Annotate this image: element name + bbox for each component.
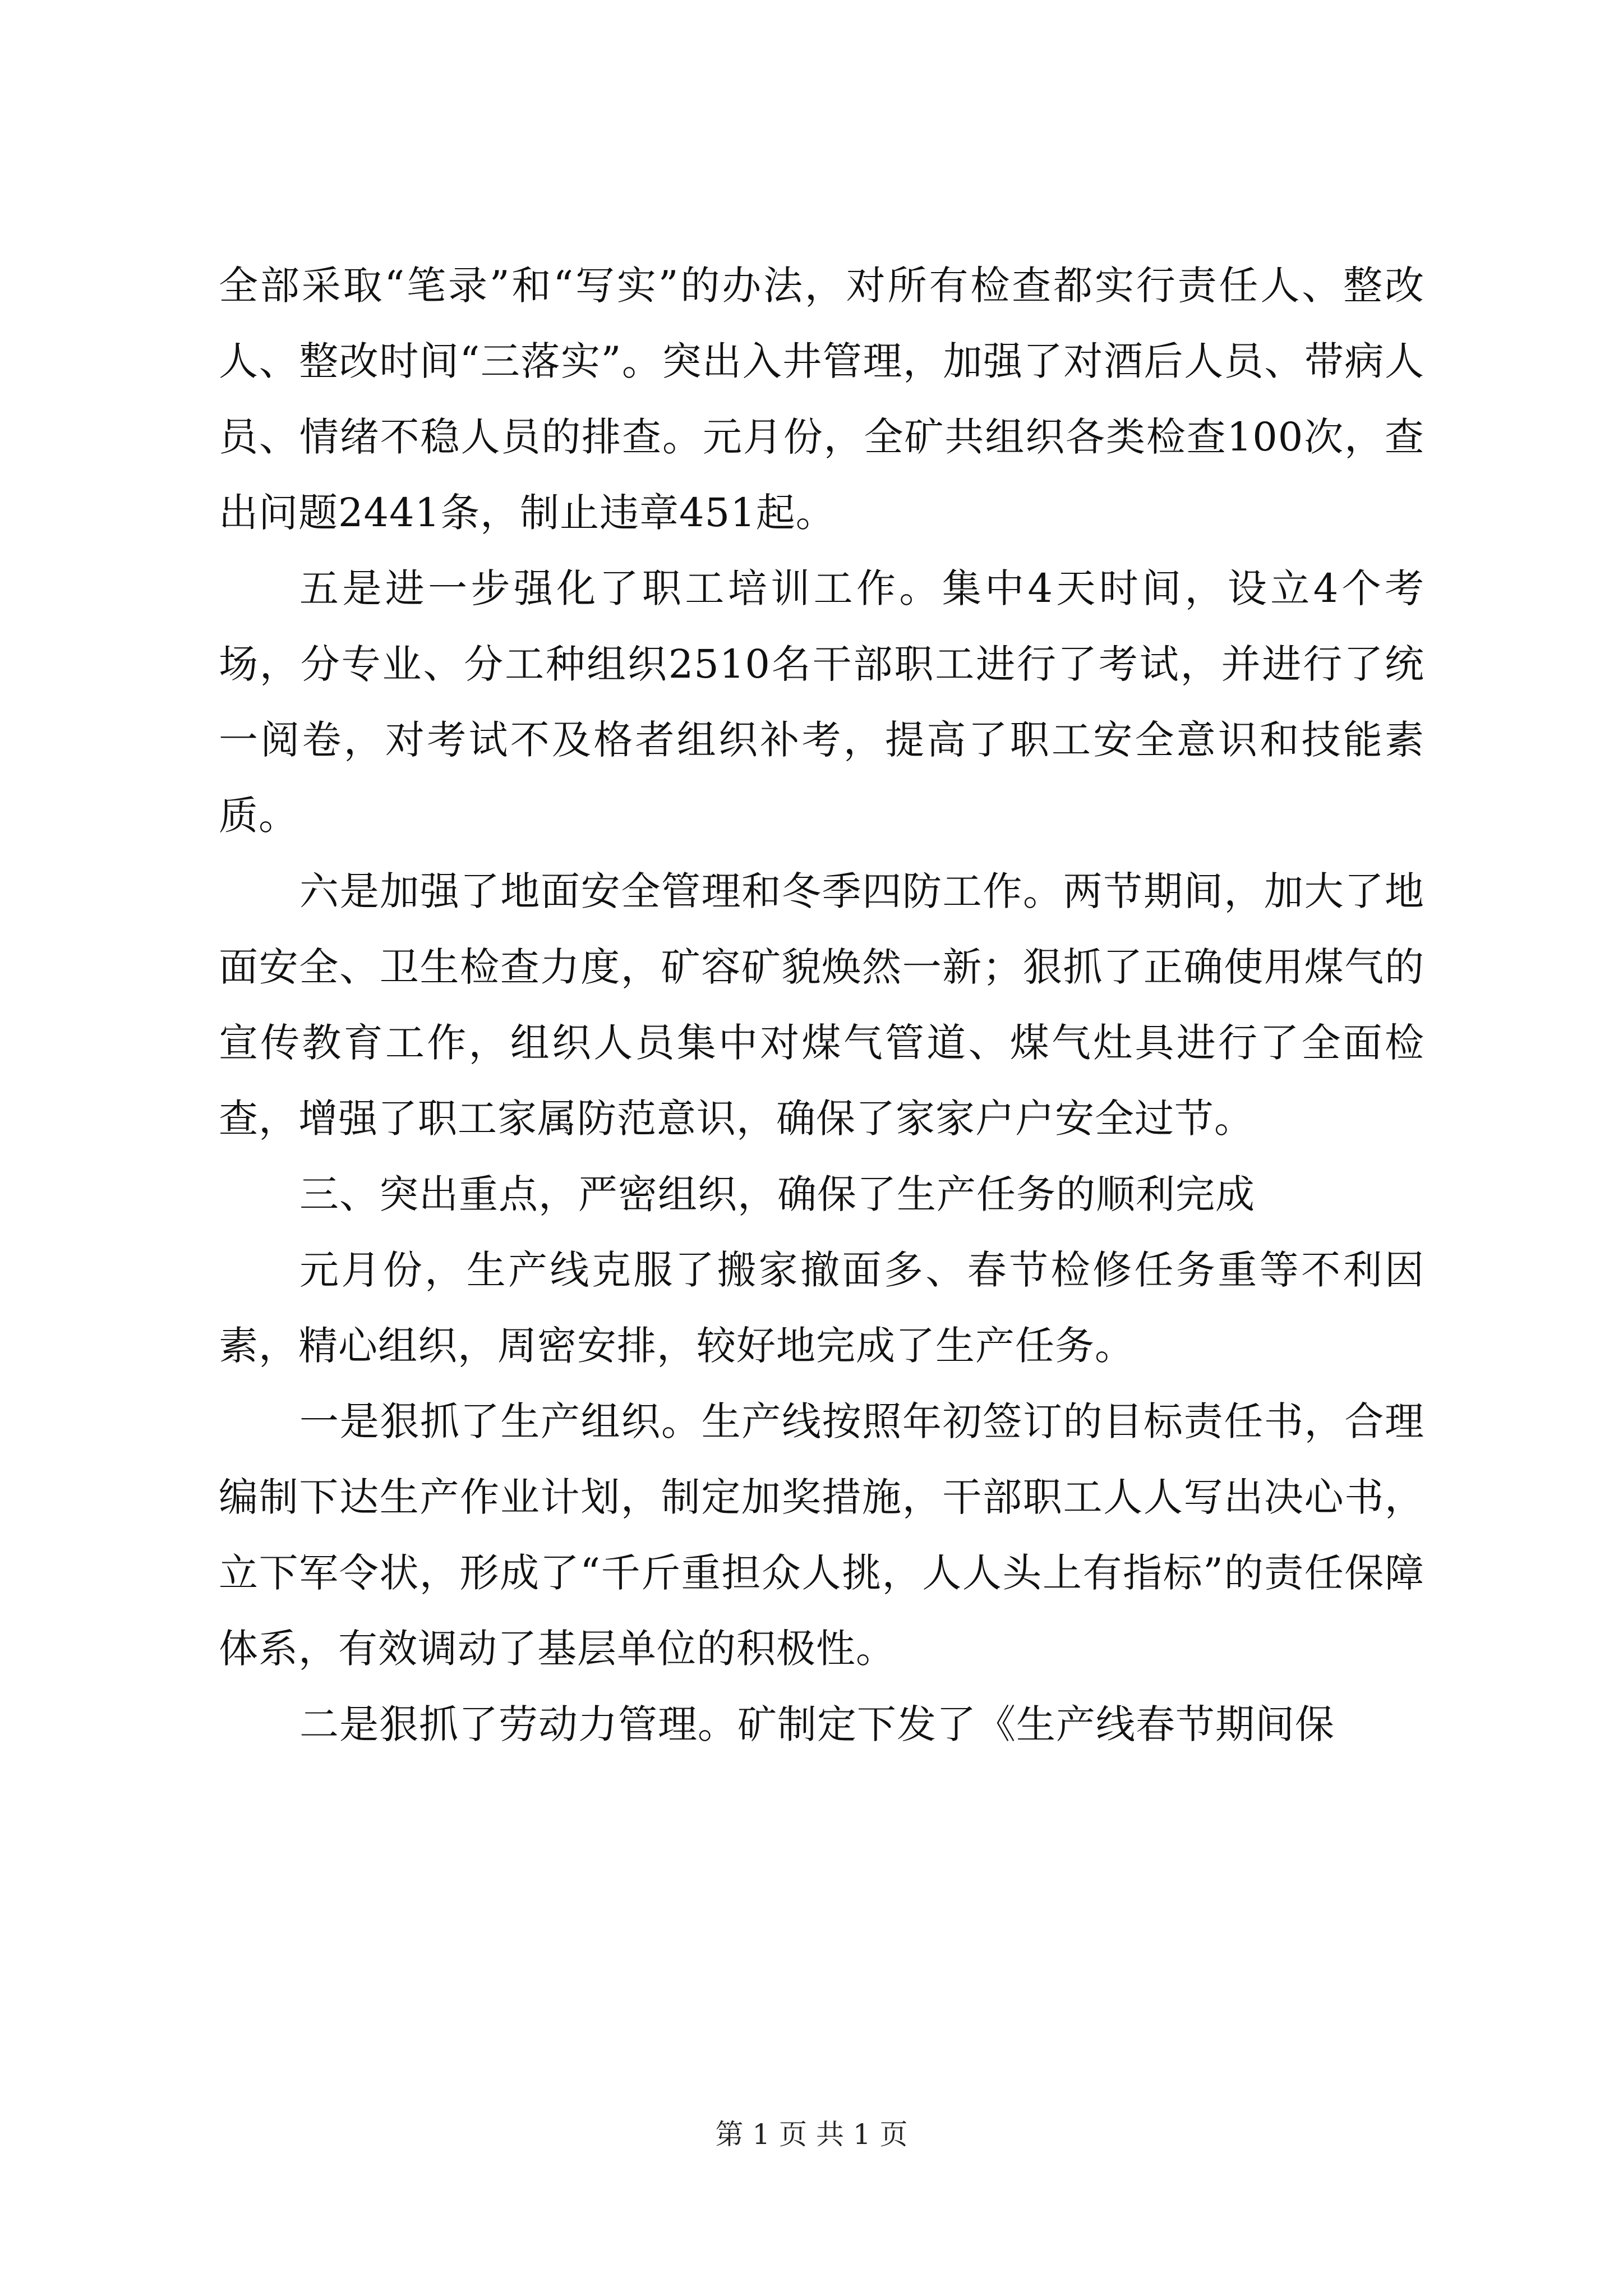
- paragraph-6: 二是狠抓了劳动力管理。矿制定下发了《生产线春节期间保: [299, 1701, 1335, 1747]
- paragraph-1: 全部采取“笔录”和“写实”的办法，对所有检查都实行责任人、整改人、整改时间“三落实”。突出入井管理，加强了对酒后人员、带病人员、情绪不稳人员的排查。元月份，全矿共组织各类检查100次，查出问题2441条，制止违章451起。: [219, 263, 1424, 536]
- paragraph-2: 五是进一步强化了职工培训工作。集中4天时间，设立4个考场，分专业、分工种组织2510名干部职工进行了考试，并进行了统一阅卷，对考试不及格者组织补考，提高了职工安全意识和技能素质。: [219, 565, 1424, 839]
- page-number-footer: 第 1 页 共 1 页: [715, 2118, 908, 2151]
- paragraph-4: 元月份，生产线克服了搬家撤面多、春节检修任务重等不利因素，精心组织，周密安排，较好地完成了生产任务。: [219, 1247, 1424, 1369]
- document-body: [219, 248, 1424, 1763]
- paragraph-3: 六是加强了地面安全管理和冬季四防工作。两节期间，加大了地面安全、卫生检查力度，矿容矿貌焕然一新；狠抓了正确使用煤气的宣传教育工作，组织人员集中对煤气管道、煤气灶具进行了全面检查，增强了职工家属防范意识，确保了家家户户安全过节。: [219, 868, 1424, 1142]
- section-heading: 三、突出重点，严密组织，确保了生产任务的顺利完成: [299, 1171, 1255, 1217]
- paragraph-5: 一是狠抓了生产组织。生产线按照年初签订的目标责任书，合理编制下达生产作业计划，制定加奖措施，干部职工人人写出决心书，立下军令状，形成了“千斤重担众人挑，人人头上有指标”的责任保障体系，有效调动了基层单位的积极性。: [219, 1398, 1424, 1672]
